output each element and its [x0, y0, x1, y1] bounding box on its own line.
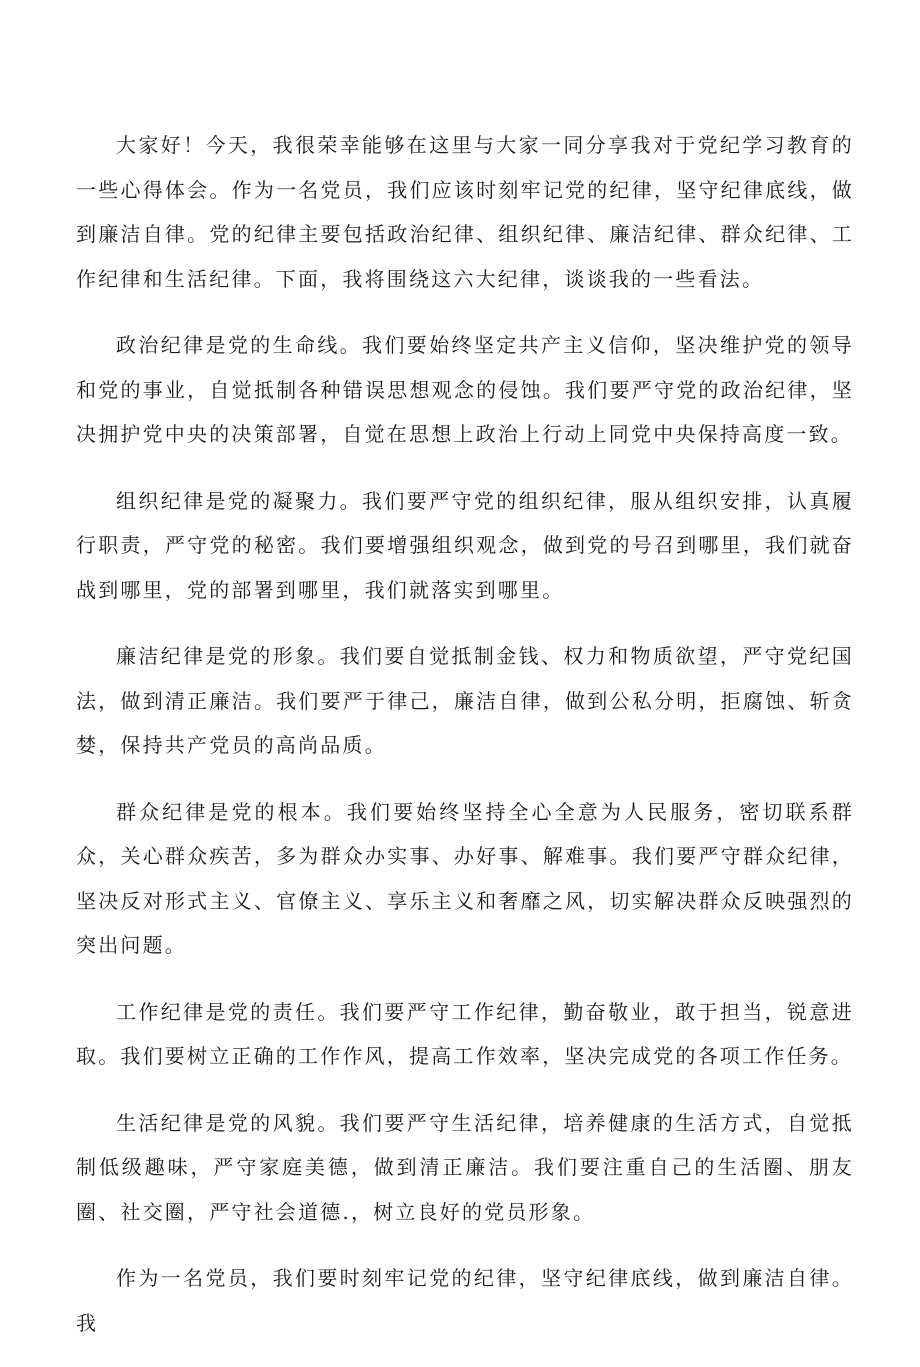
paragraph-intro: 大家好！今天，我很荣幸能够在这里与大家一同分享我对于党纪学习教育的一些心得体会。作为一名党员，我们应该时刻牢记党的纪律，坚守纪律底线，做到廉洁自律。党的纪律主要包括政治纪律、组织纪律、廉洁纪律、群众纪律、工作纪律和生活纪律。下面，我将围绕这六大纪律，谈谈我的一些看法。 — [76, 133, 854, 291]
paragraph-political-discipline: 政治纪律是党的生命线。我们要始终坚定共产主义信仰，坚决维护党的领导和党的事业，自觉抵制各种错误思想观念的侵蚀。我们要严守党的政治纪律，坚决拥护党中央的决策部署，自觉在思想上政治上行动上同党中央保持高度一致。 — [76, 333, 854, 446]
document-body — [76, 123, 854, 1367]
paragraph-integrity-discipline: 廉洁纪律是党的形象。我们要自觉抵制金钱、权力和物质欲望，严守党纪国法，做到清正廉洁。我们要严于律己，廉洁自律，做到公私分明，拒腐蚀、斩贪婪，保持共产党员的高尚品质。 — [76, 644, 854, 757]
paragraph-work-discipline: 工作纪律是党的责任。我们要严守工作纪律，勤奋敬业，敢于担当，锐意进取。我们要树立正确的工作作风，提高工作效率，坚决完成党的各项工作任务。 — [76, 999, 854, 1068]
paragraph-life-discipline: 生活纪律是党的风貌。我们要严守生活纪律，培养健康的生活方式，自觉抵制低级趣味，严守家庭美德，做到清正廉洁。我们要注重自己的生活圈、朋友圈、社交圈，严守社会道德.，树立良好的党员形象。 — [76, 1110, 854, 1224]
paragraph-conclusion: 作为一名党员，我们要时刻牢记党的纪律，坚守纪律底线，做到廉洁自律。我 — [76, 1266, 854, 1335]
paragraph-organizational-discipline: 组织纪律是党的凝聚力。我们要严守党的组织纪律，服从组织安排，认真履行职责，严守党的秘密。我们要增强组织观念，做到党的号召到哪里，我们就奋战到哪里，党的部署到哪里，我们就落实到哪里。 — [76, 488, 854, 602]
paragraph-mass-discipline: 群众纪律是党的根本。我们要始终坚持全心全意为人民服务，密切联系群众，关心群众疾苦，多为群众办实事、办好事、解难事。我们要严守群众纪律，坚决反对形式主义、官僚主义、享乐主义和奢靡之风，切实解决群众反映强烈的突出问题。 — [76, 799, 854, 957]
